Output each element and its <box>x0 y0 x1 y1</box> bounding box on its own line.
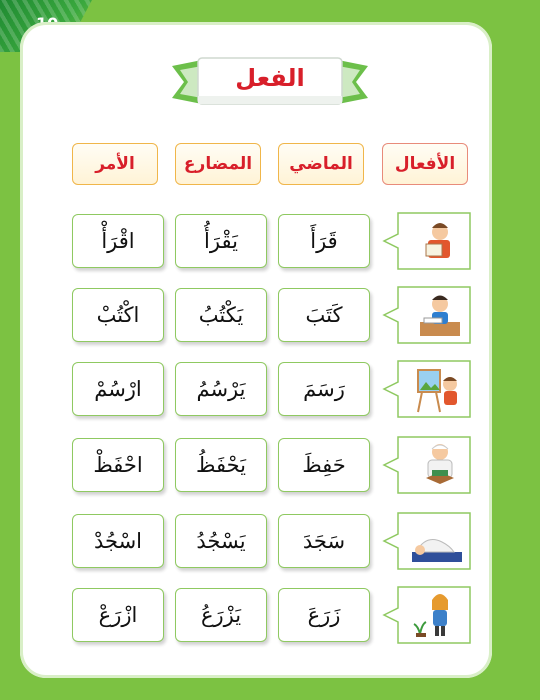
word-present: يَقْرَأُ <box>175 214 267 268</box>
verb-row <box>0 436 540 496</box>
word-present: يَكْتُبُ <box>175 288 267 342</box>
verb-row <box>0 286 540 346</box>
word-past: سَجَدَ <box>278 514 370 568</box>
word-imperative: اقْرَأْ <box>72 214 164 268</box>
word-present: يَرْسُمُ <box>175 362 267 416</box>
boy-writing-icon <box>382 286 472 344</box>
verb-row <box>0 360 540 420</box>
verb-row <box>0 212 540 272</box>
header-past: الماضي <box>278 143 364 185</box>
word-imperative: ارْسُمْ <box>72 362 164 416</box>
boy-memorizing-icon <box>382 436 472 494</box>
word-past: حَفِظَ <box>278 438 370 492</box>
header-imperative: الأمر <box>72 143 158 185</box>
word-present: يَحْفَظُ <box>175 438 267 492</box>
boy-reading-icon <box>382 212 472 270</box>
header-verbs: الأفعال <box>382 143 468 185</box>
header-present: المضارع <box>175 143 261 185</box>
title-ribbon <box>172 56 368 108</box>
verb-row <box>0 586 540 646</box>
boy-prostrating-icon <box>382 512 472 570</box>
word-past: رَسَمَ <box>278 362 370 416</box>
word-imperative: احْفَظْ <box>72 438 164 492</box>
word-past: زَرَعَ <box>278 588 370 642</box>
word-imperative: ازْرَعْ <box>72 588 164 642</box>
word-present: يَسْجُدُ <box>175 514 267 568</box>
word-present: يَزْرَعُ <box>175 588 267 642</box>
verb-row <box>0 512 540 572</box>
word-imperative: اكْتُبْ <box>72 288 164 342</box>
word-imperative: اسْجُدْ <box>72 514 164 568</box>
word-past: كَتَبَ <box>278 288 370 342</box>
worksheet-card <box>20 22 492 678</box>
word-past: قَرَأَ <box>278 214 370 268</box>
girl-planting-icon <box>382 586 472 644</box>
page-title: الفعل <box>235 64 305 92</box>
boy-painting-icon <box>382 360 472 418</box>
